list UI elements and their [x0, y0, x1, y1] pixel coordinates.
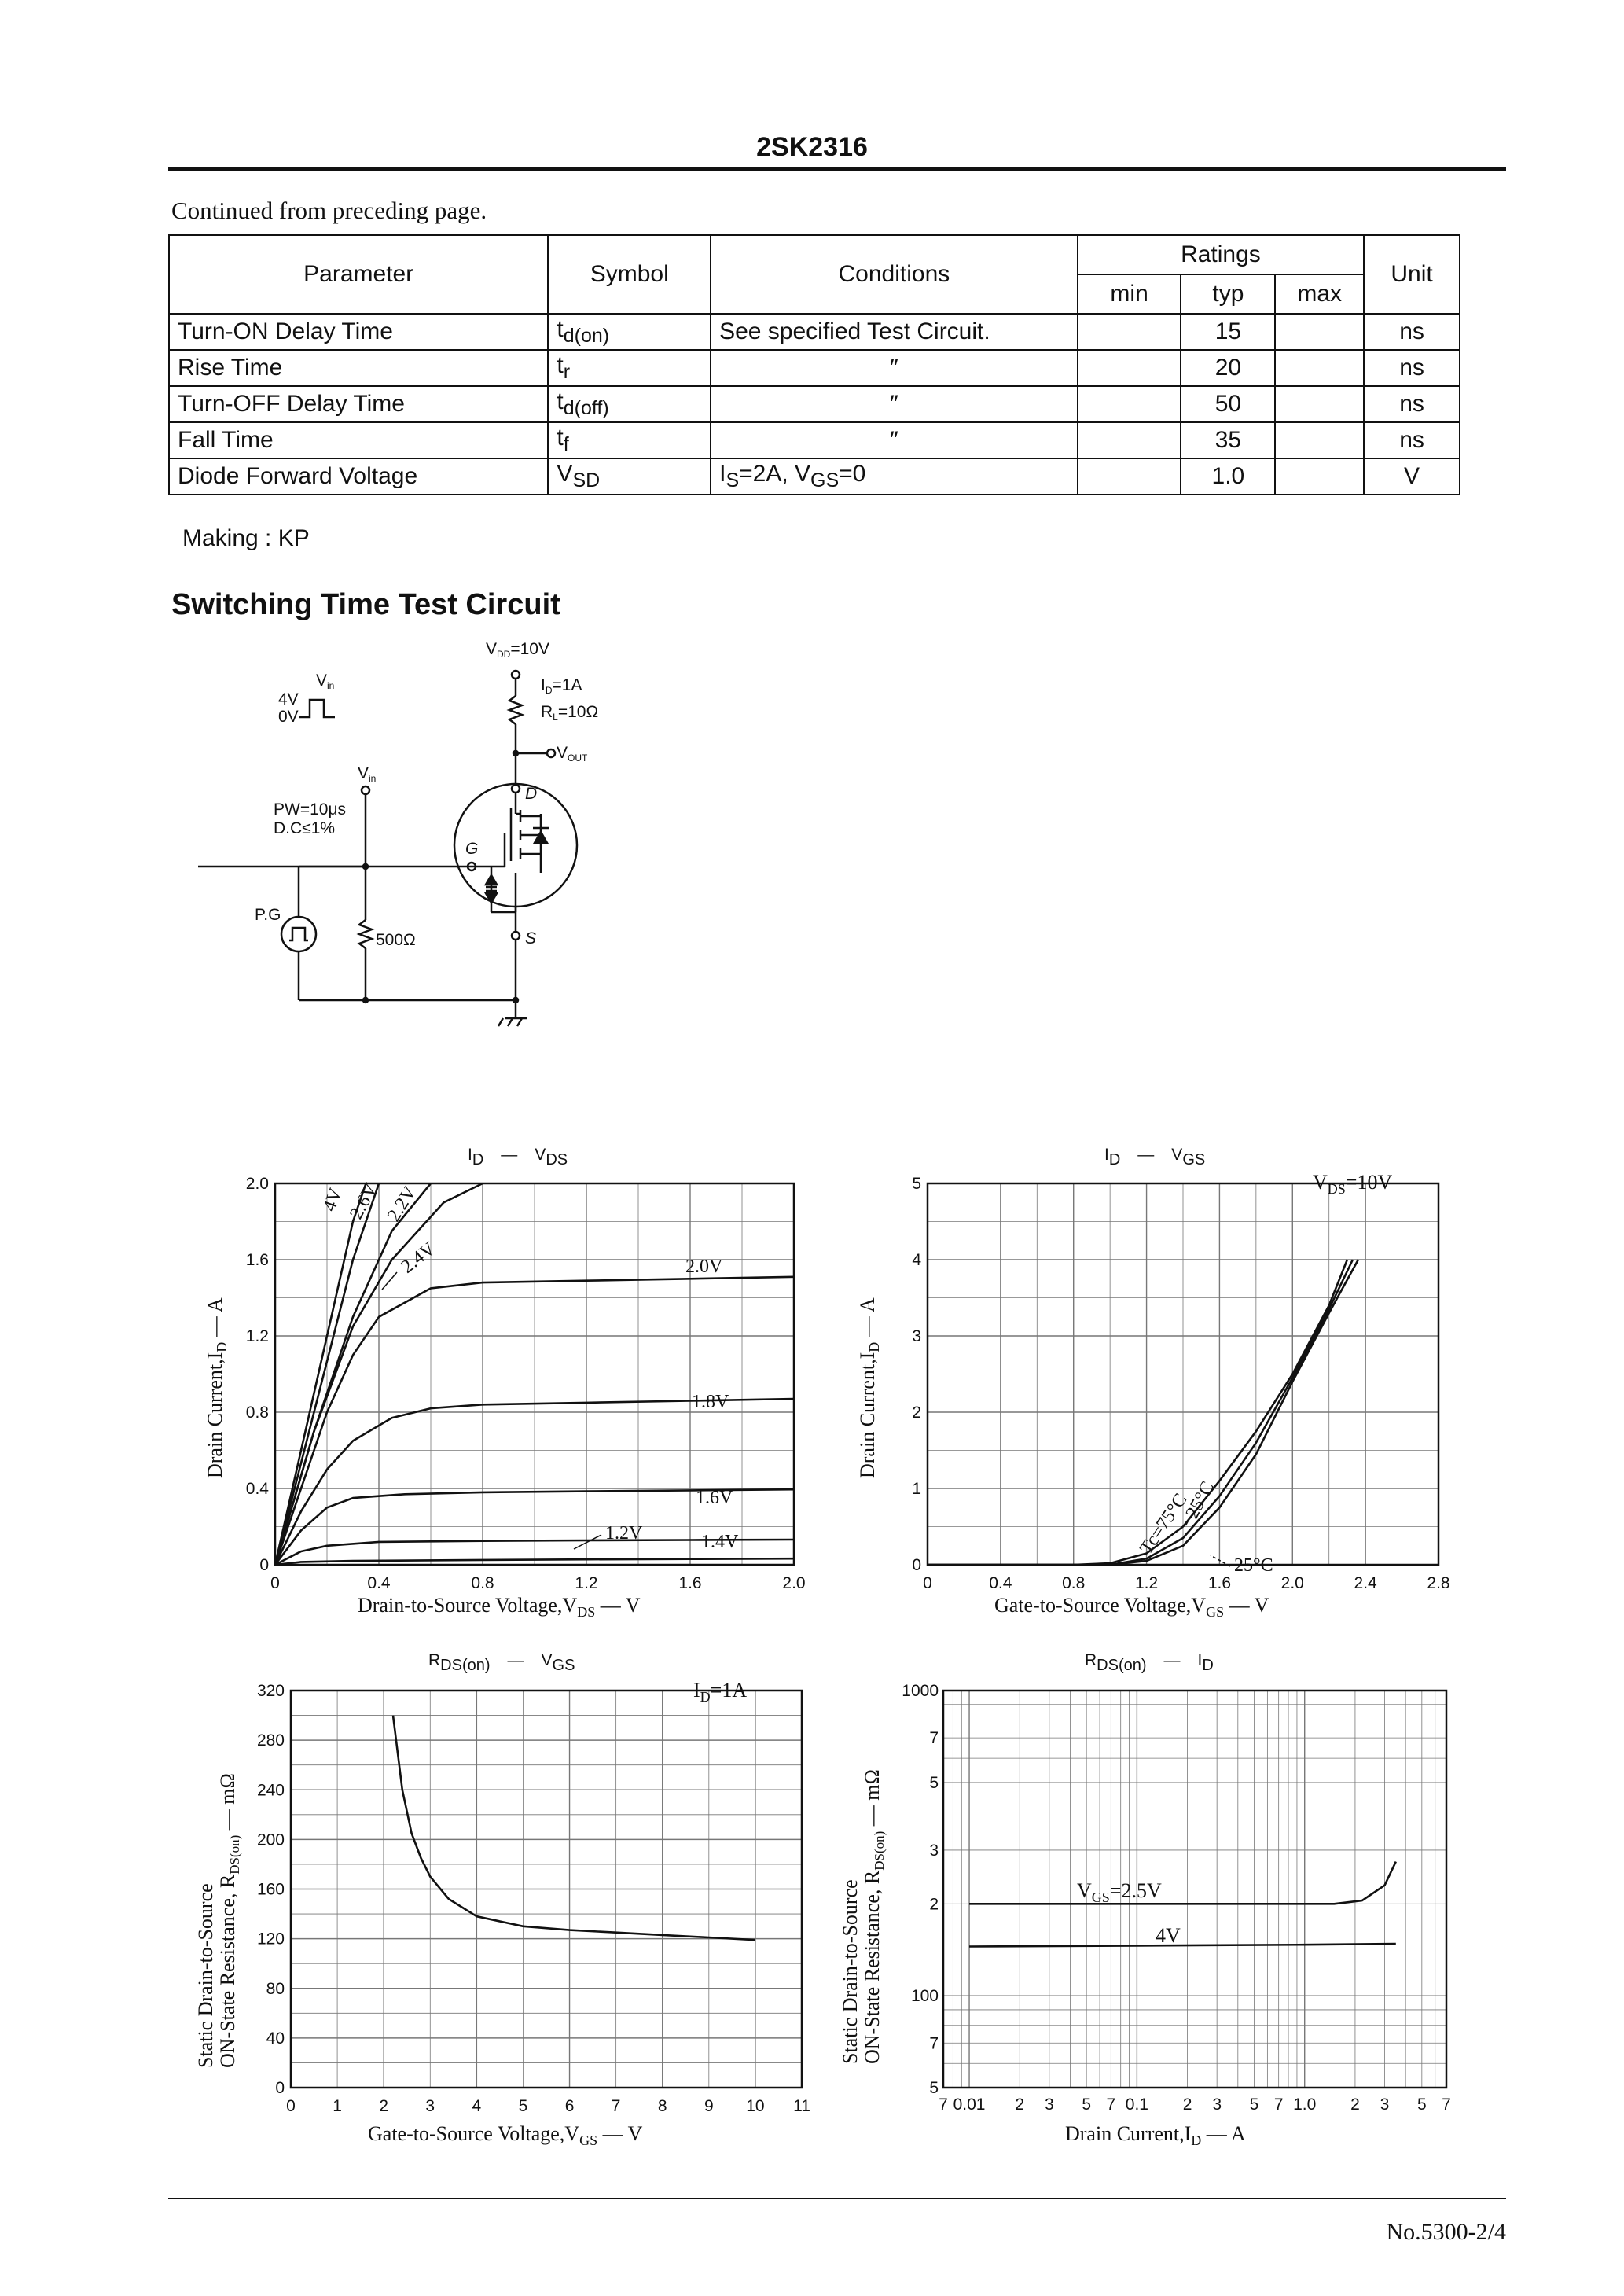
x-tick-label: 7 — [611, 2097, 621, 2115]
curve-label-25c: 25°C — [1234, 1555, 1273, 1576]
cell-min — [1078, 422, 1181, 458]
pulse-high-label: 4V — [278, 690, 299, 708]
curve-label-tc-75c: Tc=75°C — [1136, 1489, 1192, 1558]
pg-label: P.G — [255, 906, 281, 924]
y-tick-label: 0 — [275, 2079, 285, 2097]
cell-symbol: $t_{d(off)}$ — [548, 386, 711, 422]
y-tick-label: 200 — [256, 1831, 285, 1849]
source-node — [512, 932, 520, 940]
x-tick-label: 7 — [1273, 2095, 1284, 2114]
y-tick-label: 0 — [912, 1556, 921, 1574]
header-symbol: Symbol — [548, 235, 711, 314]
chart-id-vgs — [841, 1132, 1450, 1636]
chart-title: RDS(on) — VGS — [428, 1651, 575, 1674]
pulse-waveform-icon — [299, 700, 335, 717]
y-tick-label: 0.4 — [245, 1480, 269, 1498]
x-tick-label: 0.8 — [1062, 1574, 1086, 1592]
y-tick-label: 280 — [256, 1731, 285, 1750]
x-tick-label: 5 — [1416, 2095, 1427, 2114]
x-tick-label: 6 — [564, 2097, 575, 2115]
vdd-node — [512, 671, 520, 679]
x-tick-label: 3 — [1212, 2095, 1222, 2114]
header-max: max — [1275, 274, 1364, 314]
y-tick-label: 0 — [259, 1556, 269, 1574]
x-tick-label: 1.2 — [1134, 1574, 1159, 1592]
x-tick-label: 1.6 — [1207, 1574, 1232, 1592]
y-tick-label: 2 — [929, 1895, 939, 1914]
curve-label-2-6v: 2.6V — [346, 1179, 382, 1223]
x-tick-label: 3 — [425, 2097, 435, 2115]
y-tick-label: 80 — [266, 1979, 285, 1998]
gate-label: G — [465, 840, 479, 858]
cell-max — [1275, 314, 1364, 350]
curve-label-2-4v: 2.4V — [397, 1238, 440, 1278]
x-tick-label: 1.6 — [678, 1574, 702, 1592]
cell-max — [1275, 386, 1364, 422]
vdd-label: VDD=10V — [486, 640, 549, 660]
y-tick-label: 0.8 — [245, 1404, 269, 1422]
y-axis-label: Drain $Current,I_D$ — A — [204, 1297, 230, 1478]
x-tick-label: 9 — [704, 2097, 714, 2115]
x-axis-label: Drain $Current,I_D$ — A — [1065, 2122, 1246, 2148]
chart-rds-id — [825, 1636, 1454, 2154]
curve-label-2-0v: 2.0V — [685, 1257, 723, 1277]
chart-tick-labels — [912, 1175, 1449, 1592]
chart-title: ID — VDS — [468, 1146, 568, 1168]
header-typ: typ — [1181, 274, 1275, 314]
vin-pulse-label: Vin — [316, 672, 335, 691]
x-tick-label: 1 — [333, 2097, 342, 2115]
cell-parameter: Turn-OFF Delay Time — [169, 386, 548, 422]
x-tick-label: 0 — [286, 2097, 296, 2115]
x-axis-label: Gate-to-Source $Voltage,V_{GS}$ — V — [368, 2122, 643, 2148]
cell-typ: 1.0 — [1181, 458, 1275, 495]
y-tick-label: 3 — [929, 1841, 939, 1860]
header-rule — [168, 167, 1506, 171]
cell-conditions: See specified Test Circuit. — [711, 314, 1078, 350]
cell-typ: 20 — [1181, 350, 1275, 386]
x-tick-label: 5 — [518, 2097, 528, 2115]
test-circuit-diagram — [236, 637, 676, 1054]
curve-label-vgs-2-5v: $V_{GS}=2.5V$ — [1077, 1879, 1162, 1905]
y-tick-label: 5 — [929, 1773, 939, 1792]
y-tick-label: 2.0 — [245, 1175, 269, 1193]
x-tick-label: 0.1 — [1125, 2095, 1148, 2114]
x-tick-label: 3 — [1380, 2095, 1390, 2114]
rl-label: RL=10Ω — [541, 703, 599, 723]
x-tick-label: 5 — [1249, 2095, 1259, 2114]
curve-label-1-4v: 1.4V — [701, 1532, 739, 1552]
table-row — [169, 314, 1460, 350]
cell-max — [1275, 458, 1364, 495]
cell-unit: ns — [1364, 386, 1460, 422]
cell-unit: ns — [1364, 314, 1460, 350]
drain-label: D — [525, 785, 538, 803]
curve-label-4v: 4V — [319, 1185, 347, 1215]
y-tick-label: 40 — [266, 2029, 285, 2048]
x-tick-label: 8 — [657, 2097, 667, 2115]
x-tick-label: 2 — [1015, 2095, 1025, 2114]
x-axis-label: Gate-to-Source $Voltage,V_{GS}$ — V — [994, 1594, 1269, 1620]
cell-symbol: $t_r$ — [548, 350, 711, 386]
cell-min — [1078, 386, 1181, 422]
chart-grid — [291, 1691, 802, 2088]
pulse-generator — [281, 917, 316, 951]
duty-cycle-label: D.C≤1% — [274, 819, 336, 837]
y-tick-label: 3 — [912, 1327, 921, 1345]
chart-title: RDS(on) — ID — [1085, 1651, 1214, 1674]
cell-parameter: Rise Time — [169, 350, 548, 386]
x-tick-label: 0.4 — [989, 1574, 1012, 1592]
gate-resistor — [359, 920, 372, 948]
x-tick-label: 0.8 — [471, 1574, 494, 1592]
chart-tick-labels — [902, 1682, 1451, 2114]
header-parameter: Parameter — [169, 235, 548, 314]
y-tick-label: 320 — [256, 1682, 285, 1700]
vout-node — [547, 749, 555, 757]
y-axis-label: Drain $Current,I_D$ — A — [856, 1297, 882, 1478]
vout-label: VOUT — [557, 744, 588, 763]
x-tick-label: 3 — [1044, 2095, 1054, 2114]
leader-line — [382, 1272, 397, 1290]
cell-parameter: Diode Forward Voltage — [169, 458, 548, 495]
y-tick-label: 120 — [256, 1930, 285, 1948]
curve-label-1-8v: 1.8V — [692, 1392, 729, 1412]
x-axis-label: Drain-to-Source $Voltage,V_{DS}$ — V — [358, 1594, 641, 1620]
x-tick-label: 0 — [923, 1574, 932, 1592]
cell-min — [1078, 350, 1181, 386]
cell-unit: ns — [1364, 350, 1460, 386]
chart-curves — [393, 1716, 755, 1941]
x-tick-label: 2.0 — [1280, 1574, 1304, 1592]
rl-resistor — [509, 696, 522, 724]
chart-rds-vgs — [181, 1636, 810, 2154]
cell-symbol: $V_{SD}$ — [548, 458, 711, 495]
spec-table — [168, 234, 1460, 495]
continued-note: Continued from preceding page. — [171, 197, 487, 224]
x-tick-label: 11 — [793, 2097, 810, 2115]
leader-line — [574, 1535, 601, 1549]
vin-label: Vin — [358, 764, 377, 784]
vin-node — [362, 786, 369, 794]
x-tick-label: 5 — [1082, 2095, 1092, 2114]
series-line-4v — [969, 1944, 1396, 1946]
y-tick-label: 7 — [929, 2034, 939, 2053]
y-axis-label-line1: Static Drain-to-Source — [194, 1883, 217, 2068]
curve-label-minus-25c: −25°C — [1177, 1477, 1218, 1532]
y-tick-label: 1.2 — [245, 1327, 269, 1345]
marking-note: Making : KP — [182, 525, 310, 551]
table-row — [169, 350, 1460, 386]
header-ratings: Ratings — [1078, 235, 1364, 274]
cell-parameter: Turn-ON Delay Time — [169, 314, 548, 350]
cell-max — [1275, 350, 1364, 386]
curve-label-4v: 4V — [1156, 1924, 1181, 1947]
x-tick-label: 1.0 — [1293, 2095, 1317, 2114]
y-axis-label-line2: ON-State Resistance, $R_{DS(on)}$ — mΩ — [216, 1773, 242, 2068]
cell-symbol: $t_f$ — [548, 422, 711, 458]
y-tick-label: 160 — [256, 1880, 285, 1899]
chart-annotation: $V_{DS}=10V$ — [1313, 1171, 1393, 1197]
cell-min — [1078, 314, 1181, 350]
series-line-vgs-2-5v — [969, 1862, 1396, 1904]
source-label: S — [525, 929, 537, 947]
gate-resistor-label: 500Ω — [376, 931, 416, 949]
y-tick-label: 7 — [929, 1729, 939, 1748]
pulse-low-label: 0V — [278, 708, 299, 726]
x-tick-label: 2.8 — [1427, 1574, 1450, 1592]
y-tick-label: 1.6 — [245, 1251, 269, 1269]
cell-typ: 15 — [1181, 314, 1275, 350]
x-tick-label: 7 — [1106, 2095, 1116, 2114]
cell-unit: V — [1364, 458, 1460, 495]
x-tick-label: 2 — [1182, 2095, 1192, 2114]
x-tick-label: 2.4 — [1354, 1574, 1377, 1592]
y-tick-label: 5 — [912, 1175, 921, 1193]
pulse-width-label: PW=10μs — [274, 800, 347, 819]
cell-conditions: ″ — [711, 422, 1078, 458]
cell-typ: 50 — [1181, 386, 1275, 422]
curve-label-1-2v: 1.2V — [605, 1523, 643, 1544]
table-row — [169, 458, 1460, 495]
x-tick-label: 0.4 — [367, 1574, 391, 1592]
table-row — [169, 422, 1460, 458]
chart-id-vds — [189, 1132, 806, 1636]
y-axis-label-line2: ON-State Resistance, $R_{DS(on)}$ — mΩ — [861, 1769, 887, 2064]
curve-label-2-2v: 2.2V — [384, 1183, 421, 1226]
y-axis-label-line1: Static Drain-to-Source — [839, 1879, 862, 2064]
x-tick-label: 7 — [939, 2095, 948, 2114]
x-tick-label: 10 — [746, 2097, 765, 2115]
cell-conditions: $I_S=2A$, $V_{GS}=0$ — [711, 458, 1078, 495]
y-tick-label: 1000 — [902, 1682, 939, 1700]
cell-conditions: ″ — [711, 386, 1078, 422]
part-number-title: 2SK2316 — [756, 132, 868, 162]
y-tick-label: 4 — [912, 1251, 921, 1269]
x-tick-label: 7 — [1442, 2095, 1451, 2114]
page-number: No.5300-2/4 — [1386, 2219, 1506, 2245]
cell-symbol: $t_{d(on)}$ — [548, 314, 711, 350]
x-tick-label: 0.01 — [953, 2095, 986, 2114]
x-tick-label: 2.0 — [782, 1574, 806, 1592]
x-tick-label: 4 — [472, 2097, 482, 2115]
header-conditions: Conditions — [711, 235, 1078, 314]
id-label: ID=1A — [541, 676, 582, 696]
cell-conditions: ″ — [711, 350, 1078, 386]
chart-curves — [969, 1862, 1396, 1947]
cell-typ: 35 — [1181, 422, 1275, 458]
cell-max — [1275, 422, 1364, 458]
section-title: Switching Time Test Circuit — [171, 588, 560, 621]
plot-frame — [943, 1691, 1446, 2088]
x-tick-label: 2 — [1350, 2095, 1360, 2114]
cell-parameter: Fall Time — [169, 422, 548, 458]
table-row — [169, 386, 1460, 422]
y-tick-label: 100 — [910, 1987, 939, 2006]
y-tick-label: 1 — [912, 1480, 921, 1498]
chart-tick-labels — [257, 1682, 810, 2115]
y-tick-label: 5 — [929, 2079, 939, 2097]
chart-annotation: $I_D=1A$ — [693, 1679, 748, 1705]
x-tick-label: 2 — [379, 2097, 389, 2115]
x-tick-label: 0 — [270, 1574, 280, 1592]
series-line-id-1a — [393, 1716, 755, 1941]
chart-title: ID — VGS — [1104, 1146, 1206, 1168]
cell-unit: ns — [1364, 422, 1460, 458]
header-unit: Unit — [1364, 235, 1460, 314]
chart-grid — [943, 1691, 1446, 2088]
y-tick-label: 240 — [256, 1781, 285, 1800]
y-tick-label: 2 — [912, 1404, 921, 1422]
header-min: min — [1078, 274, 1181, 314]
footer-rule — [168, 2198, 1506, 2199]
cell-min — [1078, 458, 1181, 495]
x-tick-label: 1.2 — [575, 1574, 598, 1592]
curve-label-1-6v: 1.6V — [696, 1488, 733, 1508]
